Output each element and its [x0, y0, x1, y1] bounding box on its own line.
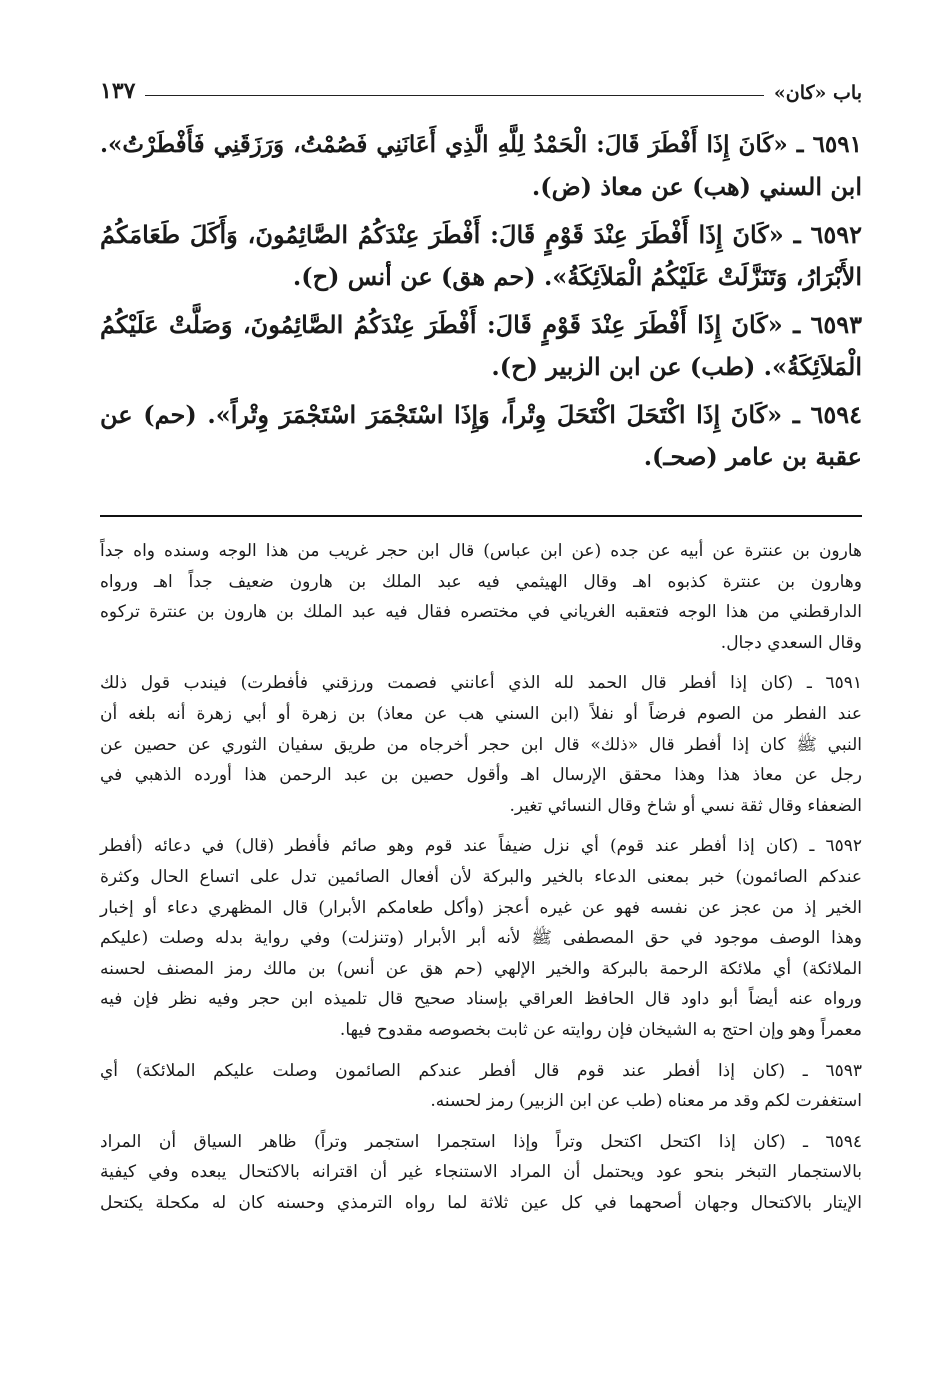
- commentary-paragraph: [100, 831, 862, 1045]
- main-text: [100, 124, 862, 484]
- commentary-line: ٦٥٩٢ ـ (كان إذا أفطر عند قوم) أي نزل ضيفاً عند قوم وهو صائم فأفطر (قال) في دعائه (أفطر: [100, 836, 862, 857]
- commentary-line: عندكم الصائمون) خبر بمعنى الدعاء بالخير والبركة لأن أفعال الصائمين تدل على اتساع الحال وكثرة: [100, 866, 862, 887]
- commentary-line: ورواه عنه أيضاً أبو داود قال الحافظ العراقي بإسناد صحيح قال تلميذه ابن حجر وفيه نظر فإن فيه: [100, 989, 862, 1010]
- commentary: [100, 536, 862, 1228]
- commentary-line: معمراً وهو وإن احتج به الشيخان فإن روايته عن ثابت بخصوصه مقدوح فيها.: [339, 1019, 862, 1040]
- hadith-6594: [100, 394, 862, 478]
- commentary-line: النبي ﷺ كان إذا أفطر قال «ذلك» قال ابن حجر أخرجاه من طريق سفيان الثوري عن حصين عن: [100, 734, 862, 755]
- commentary-line: بالاستجمار التبخر بنحو عود ويحتمل أن المراد الاستنجاء غير أن اقترانه بالاكتحال يبعده وفي كيفية: [100, 1162, 862, 1183]
- hadith-6591: [100, 124, 862, 208]
- commentary-line: الملائكة) أي ملائكة الرحمة بالبركة والخير الإلهي (حم هق عن أنس) بن مالك رمز المصنف لحسنه: [100, 958, 862, 979]
- commentary-line: الدارقطني من هذا الوجه فتعقبه الغرياني في مختصره فقال فيه عبد الملك بن هارون بن عنترة تركوه: [100, 602, 862, 623]
- hadith-source: عقبة بن عامر (صحـ).: [643, 442, 862, 471]
- commentary-paragraph: [100, 536, 862, 658]
- commentary-line: الإيتار بالاكتحال وجهان أصحهما في كل عين ثلاثة لما رواه الترمذي وحسنه كان له مكحلة يكتحل: [100, 1192, 862, 1213]
- footnote-separator: [100, 515, 862, 517]
- commentary-paragraph: [100, 1056, 862, 1117]
- hadith-line: ٦٥٩٣ ـ «كَانَ إِذَا أَفْطَرَ عِنْدَ قَوْمٍ قَالَ: أَفْطَرَ عِنْدَكُمُ الصَّائِمُونَ، وَصَلَّتْ عَلَيْكُمُ: [100, 310, 862, 339]
- commentary-paragraph: [100, 1127, 862, 1219]
- commentary-line: رجل عن معاذ هذا وهذا محقق الإرسال اهـ وأقول حصين بن عبد الرحمن هذا أورده الذهبي في: [100, 765, 862, 786]
- hadith-line: الْمَلاَئِكَةُ». (طب) عن ابن الزبير (ح).: [491, 352, 862, 381]
- commentary-line: ٦٥٩٤ ـ (كان إذا اكتحل اكتحل وتراً وإذا استجمرا استجمر وتراً) ظاهر السياق أن المراد: [100, 1131, 862, 1152]
- commentary-line: الضعفاء وقال ثقة نسي أو شاخ وقال النسائي تغير.: [509, 795, 862, 816]
- commentary-line: وهذا الوصف موجود في حق المصطفى ﷺ لأنه أبر الأبرار (وتنزلت) وفي رواية بدله وصلت (عليكم: [100, 928, 862, 949]
- chapter-title: باب «كان»: [773, 82, 862, 104]
- hadith-line: ٦٥٩٢ ـ «كَانَ إِذَا أَفْطَرَ عِنْدَ قَوْمٍ قَالَ: أَفْطَرَ عِنْدَكُمُ الصَّائِمُونَ، وَأَكَلَ طَعَامَكُمُ: [100, 220, 862, 249]
- hadith-line: ٦٥٩١ ـ «كَانَ إِذَا أَفْطَرَ قَالَ: الْحَمْدُ لِلَّهِ الَّذِي أَعَانَنِي فَصُمْتُ، وَرَزَقَنِي فَأَفْطَرْتُ».: [100, 131, 862, 158]
- page-number: ١٣٧: [100, 78, 136, 104]
- hadith-6593: [100, 304, 862, 388]
- commentary-paragraph: [100, 668, 862, 821]
- commentary-line: عند الفطر من الصوم فرضاً أو نفلاً (ابن السني هب عن معاذ) بن زهرة أو أبي زهرة أنه بلغه أن: [100, 703, 862, 724]
- commentary-line: الخير إذ من عجز عن نفسه فهو عن غيره أعجز (وأكل طعامكم الأبرار) قال المظهري دعاء أو إخبار: [100, 897, 862, 918]
- commentary-line: ٦٥٩١ ـ (كان إذا أفطر قال الحمد لله الذي أعانني فصمت ورزقني فأفطرت) فيندب قول ذلك: [100, 673, 862, 694]
- header-rule: [145, 95, 763, 96]
- page-header: [100, 68, 862, 104]
- commentary-line: استغفرت لكم وقد مر معناه (طب عن ابن الزبير) رمز لحسنه.: [430, 1091, 862, 1112]
- hadith-line: ٦٥٩٤ ـ «كَانَ إِذَا اكْتَحَلَ اكْتَحَلَ وِتْراً، وَإِذَا اسْتَجْمَرَ اسْتَجْمَرَ وِتْراً». (حم) عن: [100, 400, 862, 429]
- hadith-source: ابن السني (هب) عن معاذ (ض).: [531, 172, 862, 201]
- commentary-line: وهارون بن عنترة كذبوه اهـ وقال الهيثمي فيه عبد الملك بن هارون ضعيف جداً اهـ ورواه: [100, 571, 862, 592]
- commentary-line: وقال السعدي دجال.: [720, 632, 862, 653]
- hadith-line: الأَبْرَارُ، وَتَنَزَّلَتْ عَلَيْكُمُ الْمَلاَئِكَةُ». (حم هق) عن أنس (ح).: [292, 262, 862, 291]
- commentary-line: ٦٥٩٣ ـ (كان إذا أفطر عند قوم قال أفطر عندكم الصائمون وصلت عليكم الملائكة) أي: [100, 1060, 862, 1081]
- commentary-line: هارون بن عنترة عن أبيه عن جده (عن ابن عباس) قال ابن حجر غريب من هذا الوجه وسنده واه جداً: [100, 541, 862, 561]
- hadith-6592: [100, 214, 862, 298]
